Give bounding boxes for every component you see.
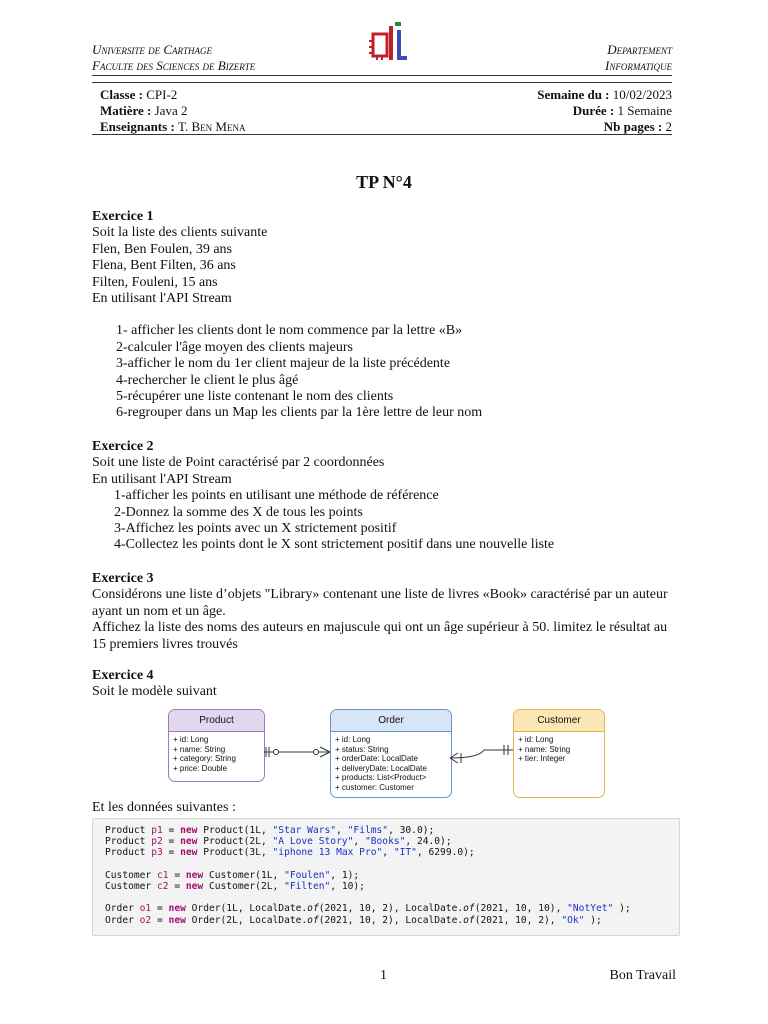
task-item: 6-regrouper dans un Map les clients par la 1ère lettre de leur nom (116, 405, 483, 421)
exercise-1-heading: Exercice 1 (92, 209, 154, 224)
client-line: Flen, Ben Foulen, 39 ans (92, 241, 232, 257)
entity-field: + deliveryDate: LocalDate (335, 763, 427, 773)
nbpages-value: 2 (665, 119, 672, 134)
meta-top-divider (92, 82, 672, 83)
code-listing (93, 819, 679, 926)
faculty-logo (367, 20, 411, 66)
code-line: Customer c2 = new Customer(2L, "Filten", 10); (105, 881, 365, 892)
entity-field: + customer: Customer (335, 782, 414, 792)
header-divider (92, 75, 672, 76)
semaine-value: 10/02/2023 (612, 87, 672, 102)
entity-field: + tier: Integer (518, 754, 566, 764)
entity-field: + orderDate: LocalDate (335, 754, 418, 764)
exercise-1-intro: Soit la liste des clients suivante (92, 225, 268, 241)
closing-text: Bon Travail (609, 968, 676, 983)
duree-label: Durée : (572, 103, 615, 118)
code-line: Product p2 = new Product(2L, "A Love Story", "Books", 24.0); (105, 836, 452, 848)
exercise-3 (92, 571, 682, 653)
department-name: Departement (607, 42, 672, 57)
entity-field: + products: List<Product> (335, 773, 427, 783)
code-line (105, 859, 679, 870)
exercise-2-api: En utilisant l'API Stream (92, 471, 232, 487)
task-item: 3-Affichez les points avec un X strictement positif (114, 521, 397, 537)
entity-field: + id: Long (518, 735, 554, 744)
enseignants-value: T. Ben Mena (178, 119, 246, 134)
faculty-name: Faculte des Sciences de Bizerte (92, 58, 256, 73)
code-block (92, 818, 680, 936)
exercise-3-paragraph-2: Affichez la liste des noms des auteurs en majuscule qui ont un âge supérieur à 50. limitez le résultat au 15 premiers livres trouvés (92, 620, 668, 652)
entity-field: + name: String (518, 744, 571, 754)
code-line: Customer c1 = new Customer(1L, "Foulen", 1); (105, 869, 360, 881)
task-item: 1-afficher les points en utilisant une méthode de référence (114, 488, 439, 504)
exercise-4-intro: Soit le modèle suivant (92, 684, 217, 700)
code-line: Product p1 = new Product(1L, "Star Wars", "Films", 30.0); (105, 825, 435, 836)
header-right (605, 42, 672, 74)
exercise-2-intro: Soit une liste de Point caractérisé par 2 coordonnées (92, 455, 385, 471)
meta-bottom-divider (92, 134, 672, 135)
client-line: Filten, Fouleni, 15 ans (92, 274, 218, 290)
exercise-3-paragraph-1: Considérons une liste d’objets "Library» contenant une liste de livres «Book» caractérisé par un auteur ayant un nom et un âge. (92, 587, 668, 619)
semaine-label: Semaine du : (537, 87, 610, 102)
classe-value: CPI-2 (146, 87, 178, 102)
exercise-2 (92, 439, 682, 554)
page-title: TP N°4 (356, 172, 412, 192)
exercise-2-heading: Exercice 2 (92, 439, 154, 454)
task-item: 1- afficher les clients dont le nom commence par la lettre «B» (116, 323, 463, 339)
nbpages-label: Nb pages : (603, 119, 663, 134)
matiere-label: Matière : (100, 103, 152, 118)
exercise-4 (92, 668, 682, 701)
product-entity-title: Product (169, 710, 264, 732)
task-item: 5-récupérer une liste contenant le nom des clients (116, 389, 394, 405)
university-name: Universite de Carthage (92, 42, 213, 57)
entity-field: + category: String (173, 754, 236, 764)
schedule-info (537, 87, 672, 135)
code-line (105, 892, 679, 903)
client-line: Flena, Bent Filten, 36 ans (92, 258, 236, 274)
task-item: 2-calculer l'âge moyen des clients majeurs (116, 339, 353, 355)
entity-field: + price: Double (173, 763, 228, 773)
enseignants-label: Enseignants : (100, 119, 175, 134)
relation-connectors (264, 740, 514, 770)
product-entity (168, 709, 265, 782)
customer-entity (513, 709, 605, 798)
order-entity-title: Order (331, 710, 451, 732)
customer-entity-title: Customer (514, 710, 604, 732)
task-item: 4-Collectez les points dont le X sont strictement positif dans une nouvelle liste (114, 537, 555, 553)
code-line: Order o2 = new Order(2L, LocalDate.of(2021, 10, 2), LocalDate.of(2021, 10, 2), "Ok" ); (105, 914, 602, 926)
entity-field: + name: String (173, 744, 226, 754)
data-intro: Et les données suivantes : (92, 800, 236, 815)
department-field: Informatique (605, 58, 672, 73)
task-item: 4-rechercher le client le plus âgé (116, 372, 299, 388)
exercise-1 (92, 209, 682, 422)
exercise-1-api: En utilisant l'API Stream (92, 291, 232, 307)
exercise-4-heading: Exercice 4 (92, 668, 154, 683)
entity-field: + id: Long (335, 735, 371, 744)
course-info (100, 87, 245, 135)
exercise-3-heading: Exercice 3 (92, 571, 154, 586)
matiere-value: Java 2 (154, 103, 188, 118)
entity-field: + id: Long (173, 735, 209, 744)
header-left (92, 42, 255, 74)
page-number: 1 (380, 968, 387, 983)
entity-field: + status: String (335, 744, 389, 754)
code-line: Product p3 = new Product(3L, "iphone 13 Max Pro", "IT", 6299.0); (105, 847, 475, 859)
task-item: 3-afficher le nom du 1er client majeur de la liste précédente (116, 356, 451, 372)
classe-label: Classe : (100, 87, 143, 102)
duree-value: 1 Semaine (617, 103, 672, 118)
task-item: 2-Donnez la somme des X de tous les points (114, 504, 363, 520)
code-line: Order o1 = new Order(1L, LocalDate.of(2021, 10, 2), LocalDate.of(2021, 10, 10), "NotYet" ); (105, 903, 631, 915)
